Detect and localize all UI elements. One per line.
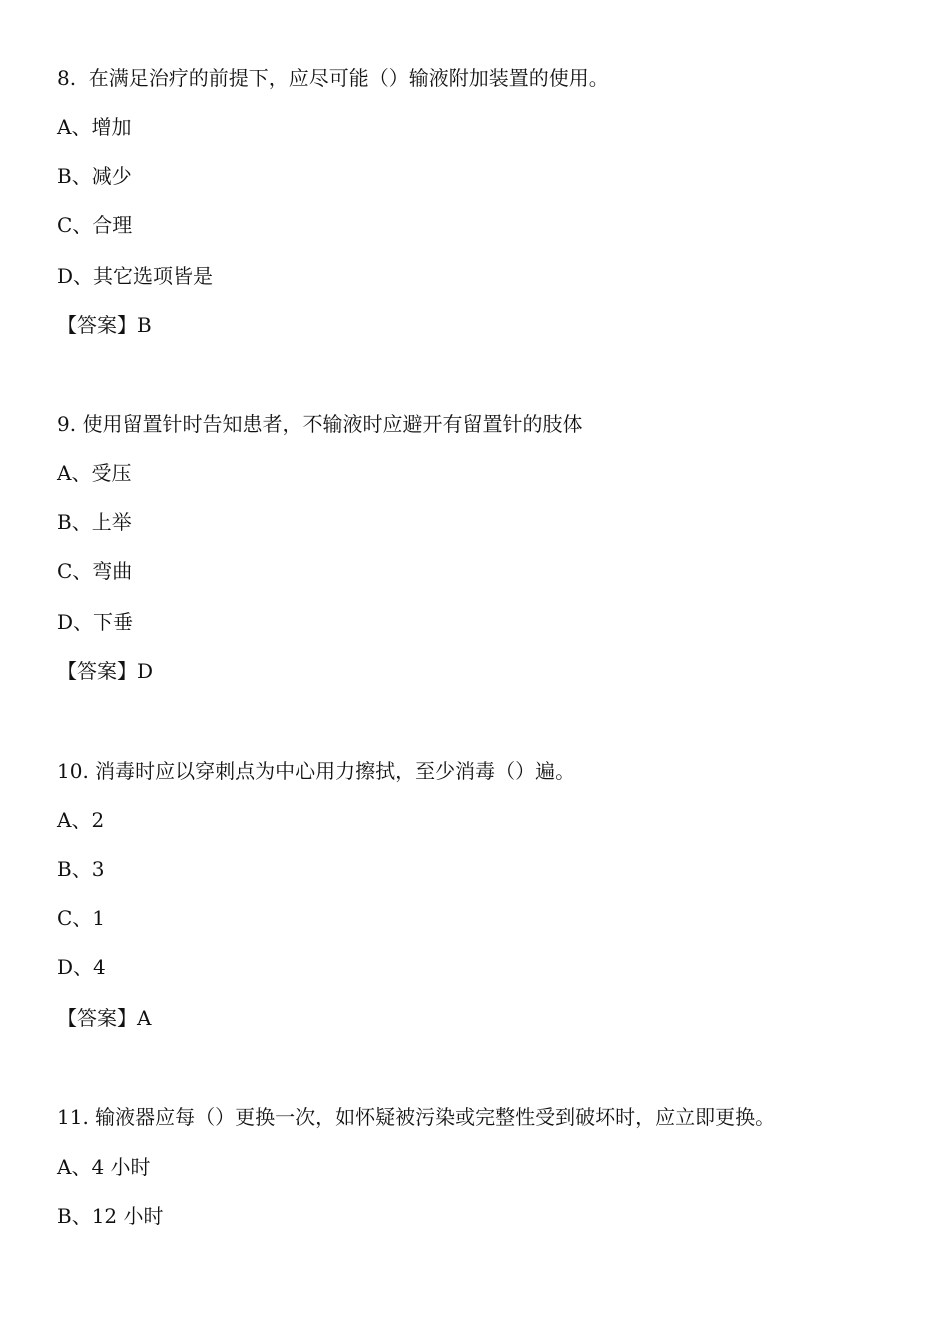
question-10-option-d: D、4 <box>57 955 106 979</box>
question-9-option-d: D、下垂 <box>57 610 134 634</box>
question-10-option-a: A、2 <box>57 808 105 832</box>
question-9-option-a: A、受压 <box>57 461 132 485</box>
question-8-stem: 8. 在满足治疗的前提下，应尽可能（）输液附加装置的使用。 <box>57 66 609 90</box>
question-8-option-d: D、其它选项皆是 <box>57 264 214 288</box>
question-10-option-c: C、1 <box>57 906 106 930</box>
question-9-option-b: B、上举 <box>57 510 132 534</box>
question-8-option-a: A、增加 <box>57 115 132 139</box>
question-11-option-b: B、12 小时 <box>57 1204 164 1228</box>
question-11-option-a: A、4 小时 <box>57 1155 151 1179</box>
question-10-answer: 【答案】A <box>57 1006 152 1030</box>
question-8-option-b: B、减少 <box>57 164 132 188</box>
question-9-option-c: C、弯曲 <box>57 559 133 583</box>
question-9-answer: 【答案】D <box>57 659 154 683</box>
question-10-stem: 10. 消毒时应以穿刺点为中心用力擦拭，至少消毒（）遍。 <box>57 759 576 783</box>
question-8-option-c: C、合理 <box>57 213 133 237</box>
question-10-option-b: B、3 <box>57 857 105 881</box>
question-11-stem: 11. 输液器应每（）更换一次，如怀疑被污染或完整性受到破坏时，应立即更换。 <box>57 1105 776 1129</box>
question-8-answer: 【答案】B <box>57 313 152 337</box>
question-9-stem: 9. 使用留置针时告知患者，不输液时应避开有留置针的肢体 <box>57 412 583 436</box>
